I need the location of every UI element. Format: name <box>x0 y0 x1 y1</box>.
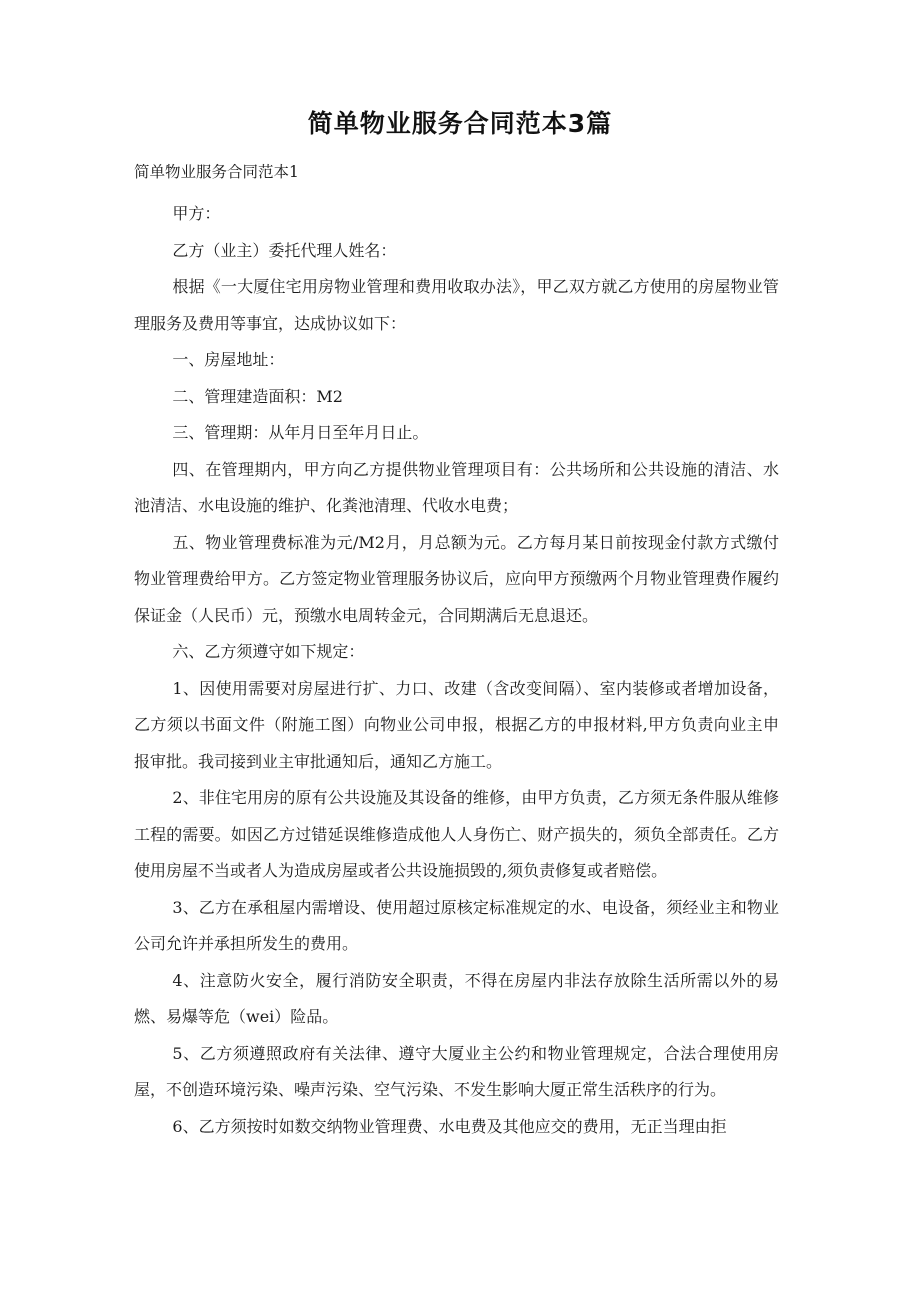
paragraph-clause-4: 四、在管理期内，甲方向乙方提供物业管理项目有：公共场所和公共设施的清洁、水池清洁、水电设施的维护、化粪池清理、代收水电费； <box>134 459 779 515</box>
paragraph-party-b: 乙方（业主）委托代理人姓名： <box>172 240 397 260</box>
section-heading: 简单物业服务合同范本1 <box>134 163 299 181</box>
paragraph-clause-5: 五、物业管理费标准为元/M2月，月总额为元。乙方每月某日前按现金付款方式缴付物业管理费给甲方。乙方签定物业管理服务协议后，应向甲方预缴两个月物业管理费作履约保证金（人民币）元，预缴水电周转金元，合同期满后无息退还。 <box>134 532 779 625</box>
paragraph-clause-6: 六、乙方须遵守如下规定： <box>172 642 365 661</box>
paragraph-rule-2: 2、非住宅用房的原有公共设施及其设备的维修，由甲方负责，乙方须无条件服从维修工程的需要。如因乙方过错延误维修造成他人人身伤亡、财产损失的，须负全部责任。乙方使用房屋不当或者人为造成房屋或者公共设施损毁的,须负责修复或者赔偿。 <box>134 788 779 880</box>
paragraph-rule-1: 1、因使用需要对房屋进行扩、力口、改建（含改变间隔）、室内装修或者增加设备，乙方须以书面文件（附施工图）向物业公司申报，根据乙方的申报材料,甲方负责向业主申报审批。我司接到业主审批通知后，通知乙方施工。 <box>134 678 779 771</box>
paragraph-rule-3: 3、乙方在承租屋内需增设、使用超过原核定标准规定的水、电设备，须经业主和物业公司允许并承担所发生的费用。 <box>134 897 779 953</box>
paragraph-clause-1: 一、房屋地址： <box>172 350 285 369</box>
paragraph-rule-5: 5、乙方须遵照政府有关法律、遵守大厦业主公约和物业管理规定，合法合理使用房屋，不创造环境污染、噪声污染、空气污染、不发生影响大厦正常生活秩序的行为。 <box>134 1043 779 1099</box>
paragraph-rule-6: 6、乙方须按时如数交纳物业管理费、水电费及其他应交的费用，无正当理由拒 <box>172 1116 727 1136</box>
page-title: 简单物业服务合同范本3篇 <box>307 109 613 138</box>
paragraph-rule-4: 4、注意防火安全，履行消防安全职责，不得在房屋内非法存放除生活所需以外的易燃、易爆等危（wei）险品。 <box>134 970 779 1026</box>
document-body <box>134 196 779 1145</box>
paragraph-clause-3: 三、管理期：从年月日至年月日止。 <box>172 423 429 442</box>
paragraph-party-a: 甲方： <box>172 204 221 223</box>
paragraph-clause-2: 二、管理建造面积：M2 <box>172 386 343 406</box>
paragraph-preamble: 根据《一大厦住宅用房物业管理和费用收取办法》，甲乙双方就乙方使用的房屋物业管理服务及费用等事宜，达成协议如下： <box>134 277 779 333</box>
